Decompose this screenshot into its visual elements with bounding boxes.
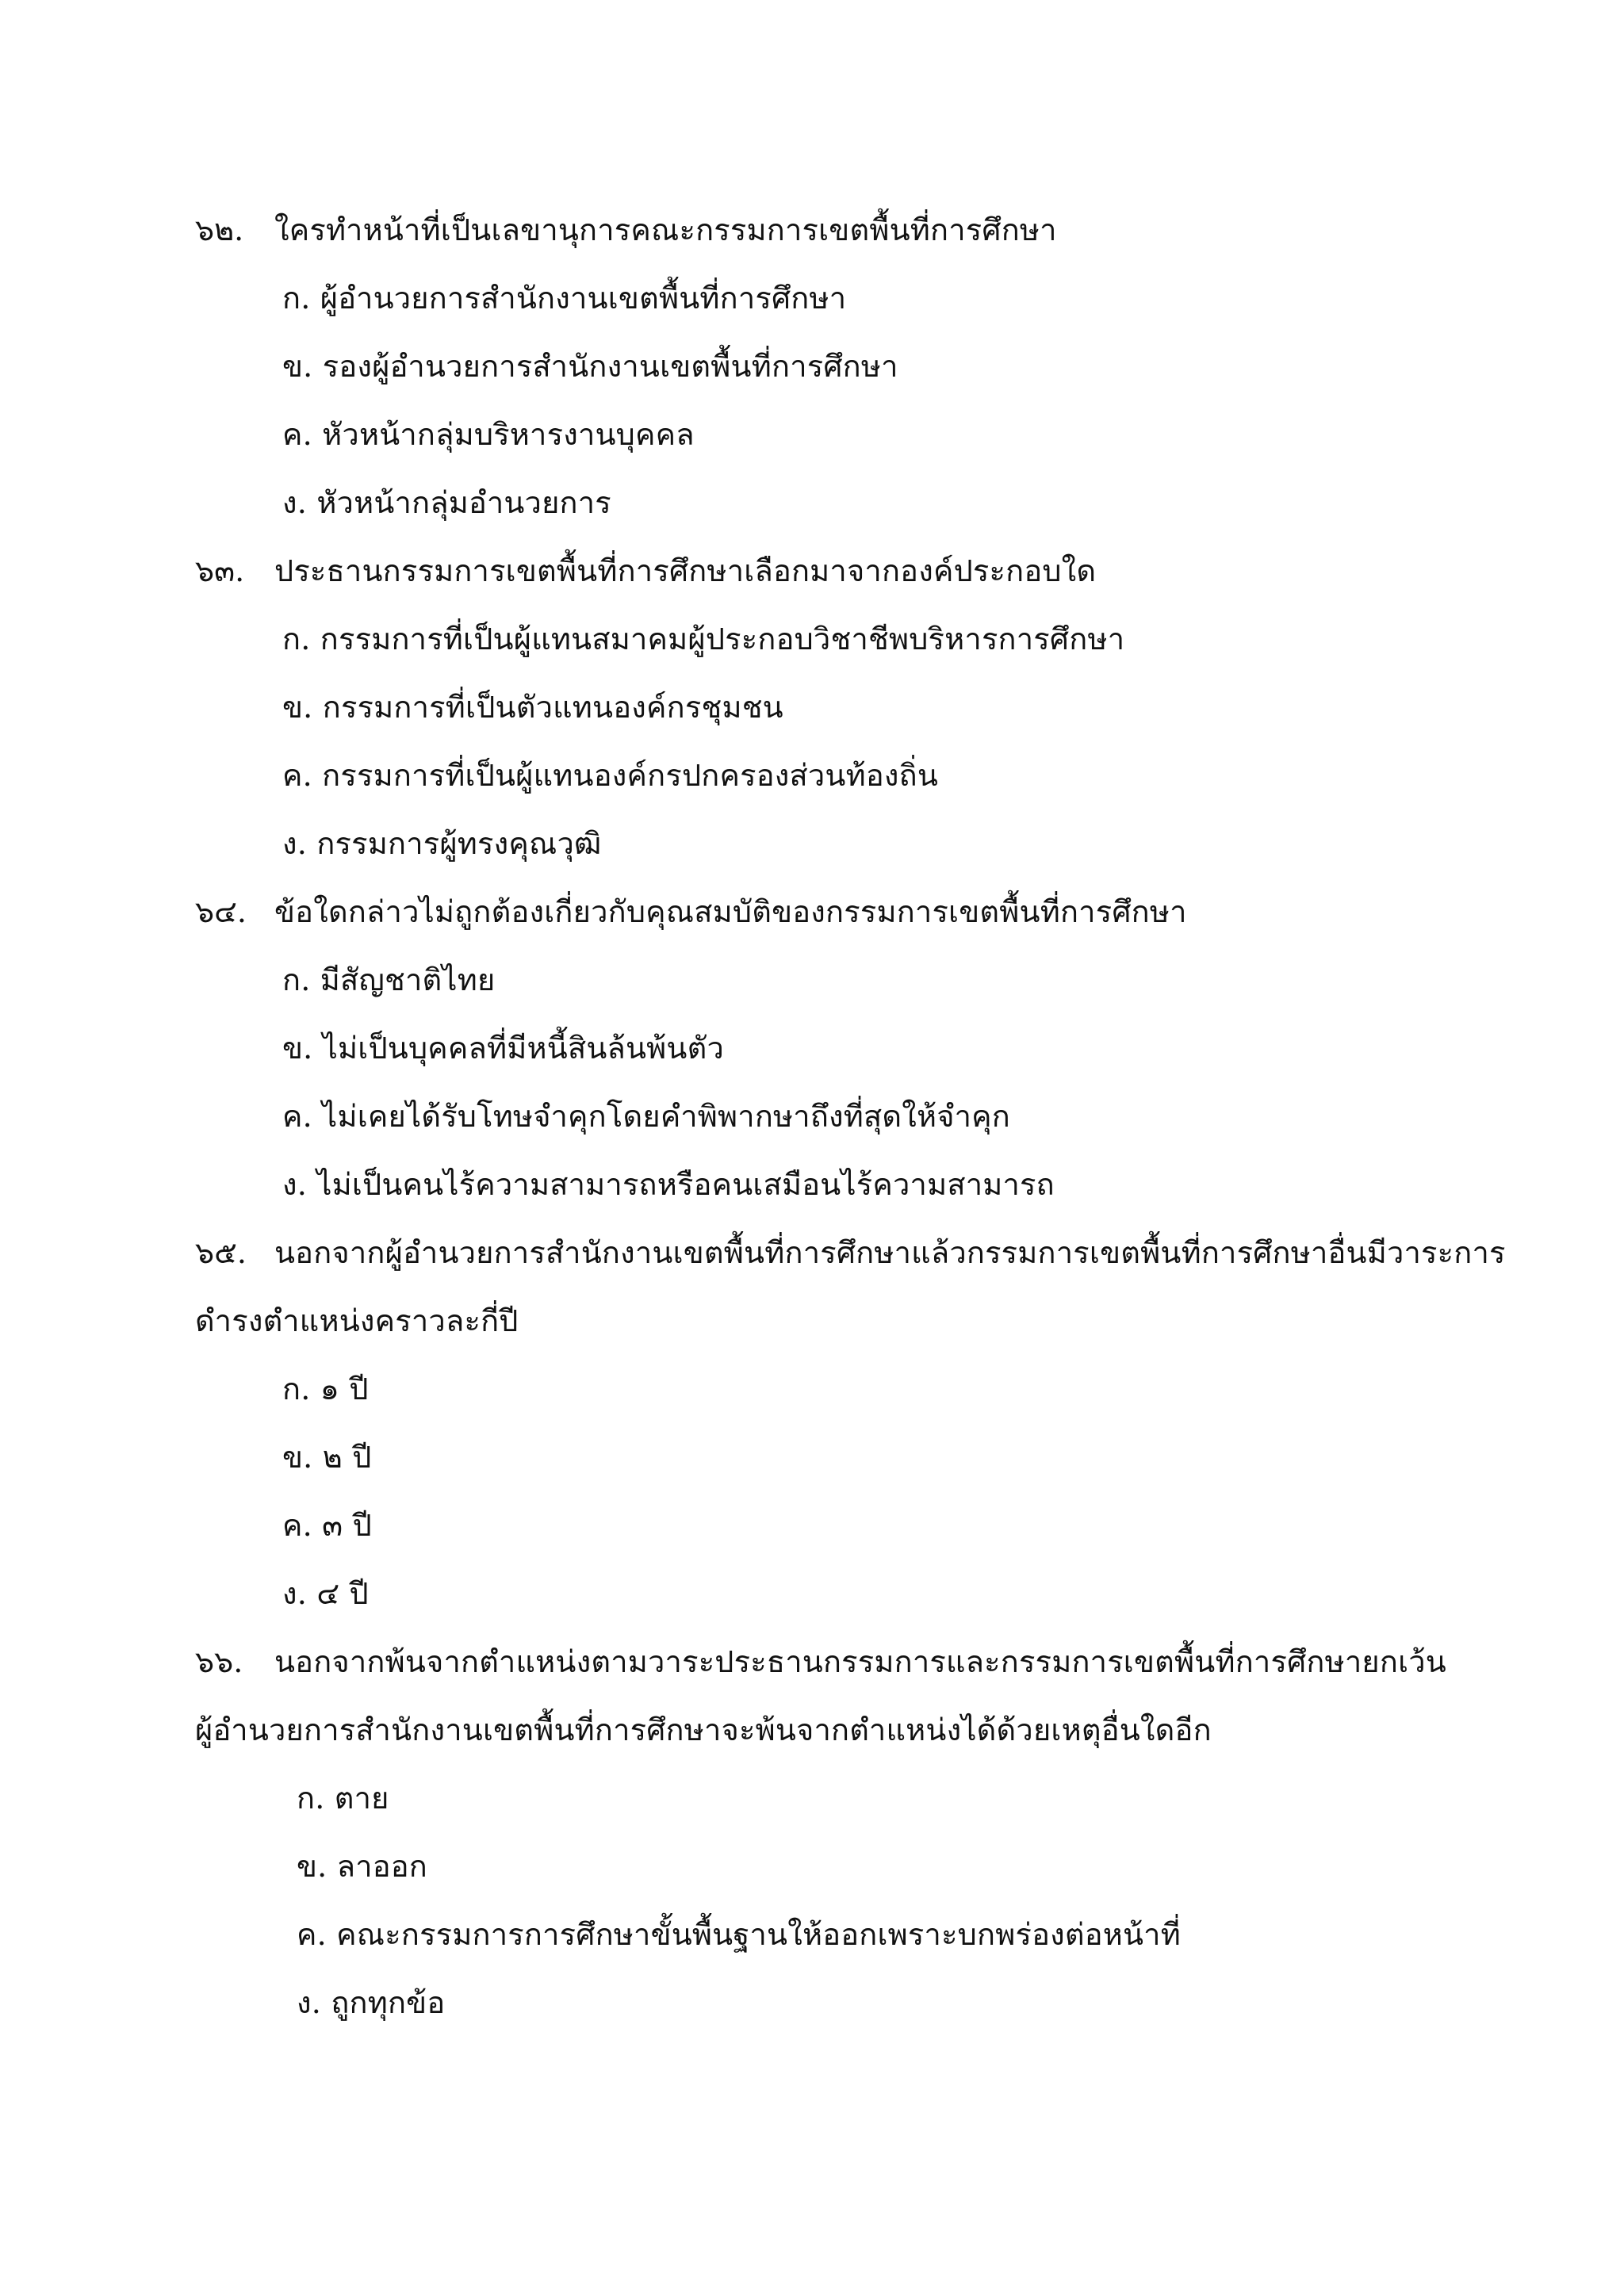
question-64-choice-b: ข. ไม่เป็นบุคคลที่มีหนี้สินล้นพ้นตัว — [282, 1031, 725, 1066]
question-66-choice-c: ค. คณะกรรมการการศึกษาขั้นพื้นฐานให้ออกเพราะบกพร่องต่อหน้าที่ — [297, 1917, 1181, 1952]
question-65-choice-a: ก. ๑ ปี — [282, 1372, 369, 1406]
question-62-number: ๖๒. — [195, 212, 244, 247]
question-63-choice-c: ค. กรรมการที่เป็นผู้แทนองค์กรปกครองส่วนท้องถิ่น — [282, 758, 938, 793]
question-63-choice-b: ข. กรรมการที่เป็นตัวแทนองค์กรชุมชน — [282, 690, 783, 725]
question-65-choice-b: ข. ๒ ปี — [282, 1440, 372, 1475]
question-64-choice-d: ง. ไม่เป็นคนไร้ความสามารถหรือคนเสมือนไร้ความสามารถ — [282, 1167, 1055, 1202]
question-64-text: ข้อใดกล่าวไม่ถูกต้องเกี่ยวกับคุณสมบัติของกรรมการเขตพื้นที่การศึกษา — [274, 894, 1187, 929]
question-66-choice-d: ง. ถูกทุกข้อ — [297, 1985, 446, 2020]
question-62-text: ใครทำหน้าที่เป็นเลขานุการคณะกรรมการเขตพื้นที่การศึกษา — [274, 212, 1057, 247]
question-64-number: ๖๔. — [195, 894, 247, 929]
question-65-number: ๖๕. — [195, 1235, 247, 1270]
question-64-choice-a: ก. มีสัญชาติไทย — [282, 962, 496, 997]
question-63-number: ๖๓. — [195, 553, 245, 588]
question-63-text: ประธานกรรมการเขตพื้นที่การศึกษาเลือกมาจากองค์ประกอบใด — [274, 553, 1097, 588]
question-65-choice-d: ง. ๔ ปี — [282, 1576, 369, 1611]
question-62-choice-d: ง. หัวหน้ากลุ่มอำนวยการ — [282, 485, 611, 520]
question-64-choice-c: ค. ไม่เคยได้รับโทษจำคุกโดยคำพิพากษาถึงที่สุดให้จำคุก — [282, 1099, 1010, 1134]
question-63-choice-a: ก. กรรมการที่เป็นผู้แทนสมาคมผู้ประกอบวิชาชีพบริหารการศึกษา — [282, 622, 1125, 656]
question-65-choice-c: ค. ๓ ปี — [282, 1508, 372, 1543]
question-62-choice-c: ค. หัวหน้ากลุ่มบริหารงานบุคคล — [282, 417, 695, 452]
question-65-text-continued: ดำรงตำแหน่งคราวละกี่ปี — [195, 1303, 519, 1338]
question-65-text: นอกจากผู้อำนวยการสำนักงานเขตพื้นที่การศึกษาแล้วกรรมการเขตพื้นที่การศึกษาอื่นมีวาระการ — [274, 1235, 1506, 1270]
question-66-text: นอกจากพ้นจากตำแหน่งตามวาระประธานกรรมการและกรรมการเขตพื้นที่การศึกษายกเว้น — [274, 1644, 1446, 1679]
question-66-text-continued: ผู้อำนวยการสำนักงานเขตพื้นที่การศึกษาจะพ้นจากตำแหน่งได้ด้วยเหตุอื่นใดอีก — [195, 1712, 1212, 1747]
question-62-choice-a: ก. ผู้อำนวยการสำนักงานเขตพื้นที่การศึกษา — [282, 281, 847, 316]
question-62-choice-b: ข. รองผู้อำนวยการสำนักงานเขตพื้นที่การศึกษา — [282, 349, 898, 384]
question-66-choice-b: ข. ลาออก — [297, 1849, 428, 1884]
question-63-choice-d: ง. กรรมการผู้ทรงคุณวุฒิ — [282, 826, 602, 861]
question-66-choice-a: ก. ตาย — [297, 1781, 389, 1816]
question-66-number: ๖๖. — [195, 1644, 243, 1679]
